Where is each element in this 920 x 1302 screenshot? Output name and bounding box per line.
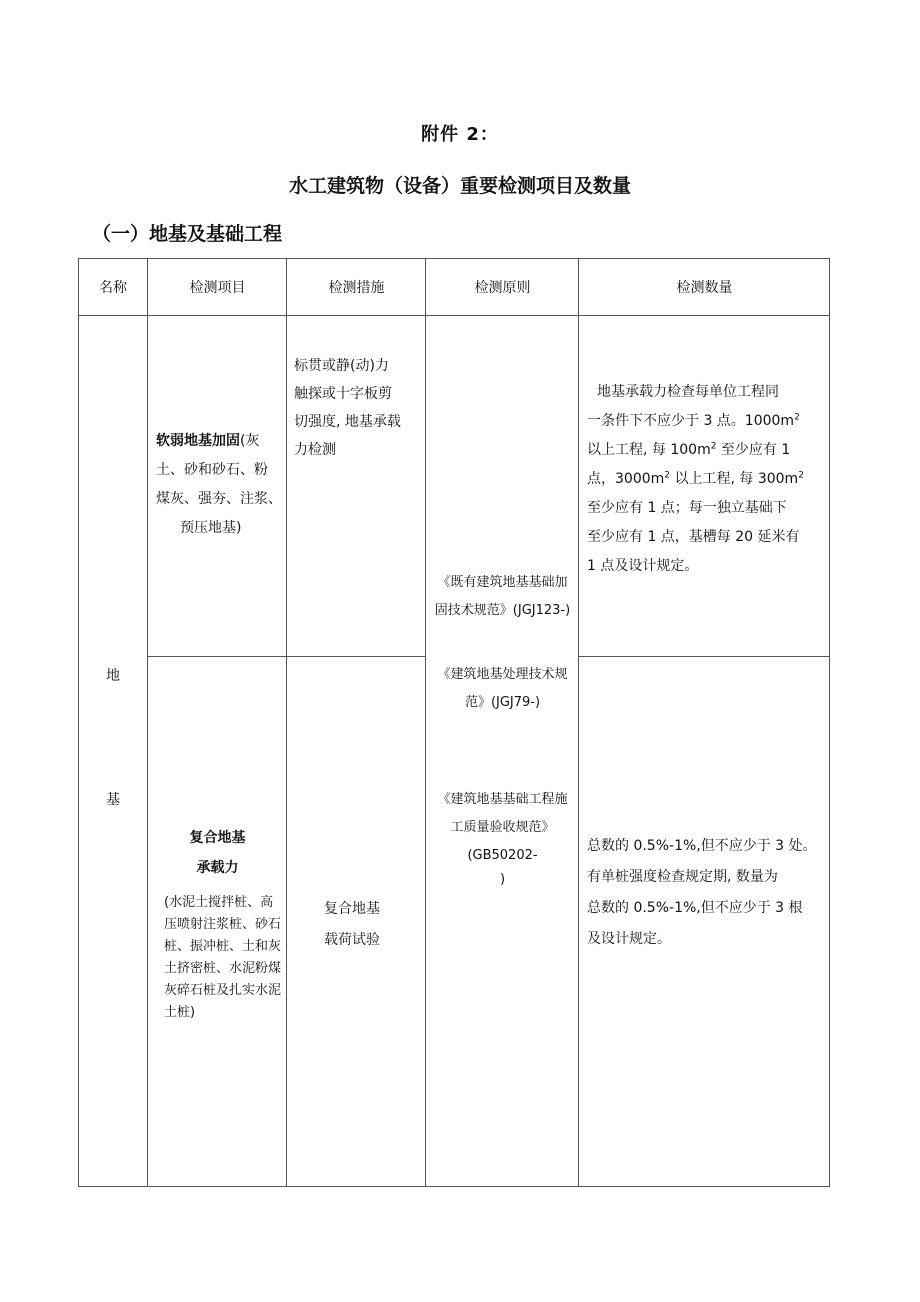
row2-item-sub3: 桩、振冲桩、土和灰 bbox=[164, 939, 282, 954]
standard-jgj123-line1: 《既有建筑地基基础加 bbox=[437, 575, 568, 590]
attachment-title: 附件 2： bbox=[421, 124, 499, 145]
col-divider-3 bbox=[425, 258, 426, 1187]
row1-method bbox=[294, 352, 420, 464]
row1-qty-line5: 至少应有 1 点；每一独立基础下 bbox=[587, 500, 787, 516]
standard-gb50202-line1: 《建筑地基基础工程施 bbox=[437, 792, 568, 807]
table-border-top bbox=[78, 258, 830, 259]
header-divider bbox=[78, 315, 830, 316]
row2-item-sub2: 压喷射注浆桩、砂石 bbox=[164, 917, 282, 932]
row1-qty-sup1: 2 bbox=[794, 412, 800, 423]
document-title: 水工建筑物（设备）重要检测项目及数量 bbox=[288, 175, 631, 197]
name-char-di: 地 bbox=[106, 668, 120, 684]
row1-qty-line4a: 点，3000m bbox=[587, 471, 665, 487]
name-char-ji: 基 bbox=[106, 792, 120, 808]
row2-item-sub4: 土挤密桩、水泥粉煤 bbox=[164, 961, 282, 976]
row1-item-bold: 软弱地基加固 bbox=[156, 433, 240, 449]
row1-item-rest: (灰 bbox=[240, 433, 260, 449]
row1-qty-line2: 一条件下不应少于 3 点。1000m bbox=[587, 413, 795, 429]
row1-qty-line3b: 至少应有 1 bbox=[716, 442, 791, 458]
standard-gb50202 bbox=[426, 791, 579, 889]
header-method: 检测措施 bbox=[328, 280, 385, 296]
row2-quantity bbox=[587, 831, 823, 955]
row1-qty-line6: 至少应有 1 点，基槽每 20 延米有 bbox=[587, 529, 800, 545]
header-quantity: 检测数量 bbox=[676, 280, 733, 296]
row1-method-line4: 力检测 bbox=[294, 442, 336, 458]
standard-jgj79 bbox=[426, 666, 579, 712]
row2-qty-line3: 总数的 0.5%-1%,但不应少于 3 根 bbox=[587, 900, 803, 916]
standard-gb50202-line4: ) bbox=[499, 872, 506, 887]
table-border-left bbox=[78, 258, 79, 1187]
row2-item-bold1: 复合地基 bbox=[189, 830, 246, 846]
row1-method-line3: 切强度, 地基承载 bbox=[294, 414, 401, 430]
row-divider-left bbox=[148, 656, 426, 657]
section-title: （一）地基及基础工程 bbox=[92, 223, 283, 245]
row2-item-sub1: (水泥土搅拌桩、高 bbox=[164, 895, 274, 910]
col-divider-1 bbox=[147, 258, 148, 1187]
row2-method-line1: 复合地基 bbox=[324, 901, 380, 917]
standard-jgj123-line2: 固技术规范》(JGJ123-) bbox=[434, 603, 571, 618]
standard-gb50202-line2: 工质量验收规范》 bbox=[450, 820, 555, 835]
row1-qty-sup4: 2 bbox=[798, 470, 804, 481]
row1-qty-sup3: 2 bbox=[664, 470, 671, 481]
header-name: 名称 bbox=[99, 280, 127, 296]
row1-qty-line7: 1 点及设计规定。 bbox=[587, 558, 699, 574]
standard-gb50202-line3: (GB50202- bbox=[467, 848, 538, 863]
row2-item bbox=[148, 823, 287, 887]
row2-item-detail bbox=[164, 892, 286, 1024]
row1-quantity bbox=[587, 378, 823, 581]
row1-item-line2: 土、砂和砂石、粉 bbox=[156, 462, 268, 478]
col-divider-4 bbox=[578, 258, 579, 1187]
row-divider-right bbox=[578, 656, 830, 657]
row2-qty-line1: 总数的 0.5%-1%,但不应少于 3 处。 bbox=[587, 838, 817, 854]
row1-qty-line3a: 以上工程, 每 100m bbox=[587, 442, 711, 458]
header-standard: 检测原则 bbox=[474, 280, 531, 296]
table-border-right bbox=[829, 258, 830, 1187]
row2-method-line2: 载荷试验 bbox=[324, 932, 380, 948]
row1-qty-line4b: 以上工程, 每 300m bbox=[670, 471, 799, 487]
row1-item bbox=[156, 427, 282, 543]
row1-qty-line1: 地基承载力检查每单位工程同 bbox=[597, 384, 779, 400]
header-item: 检测项目 bbox=[189, 280, 246, 296]
standard-jgj79-line1: 《建筑地基处理技术规 bbox=[437, 667, 568, 682]
inspection-table bbox=[78, 258, 830, 1187]
standard-jgj123 bbox=[426, 574, 579, 620]
row2-method bbox=[324, 894, 424, 956]
row2-item-sub6: 土桩) bbox=[164, 1005, 196, 1020]
row2-item-sub5: 灰碎石桩及扎实水泥 bbox=[164, 983, 282, 998]
row1-qty-sup2: 2 bbox=[710, 441, 717, 452]
row2-qty-line2: 有单桩强度检查规定期, 数量为 bbox=[587, 869, 778, 885]
standard-jgj79-line2: 范》(JGJ79-) bbox=[464, 695, 541, 710]
table-border-bottom bbox=[78, 1186, 830, 1187]
row2-item-bold2: 承载力 bbox=[196, 860, 239, 876]
col-divider-2 bbox=[286, 258, 287, 1187]
row1-method-line2: 触探或十字板剪 bbox=[294, 386, 392, 402]
row1-item-line3: 煤灰、强夯、注浆、 bbox=[156, 491, 282, 507]
row2-qty-line4: 及设计规定。 bbox=[587, 931, 671, 947]
row1-item-line4: 预压地基) bbox=[180, 520, 242, 536]
row1-method-line1: 标贯或静(动)力 bbox=[294, 358, 389, 374]
